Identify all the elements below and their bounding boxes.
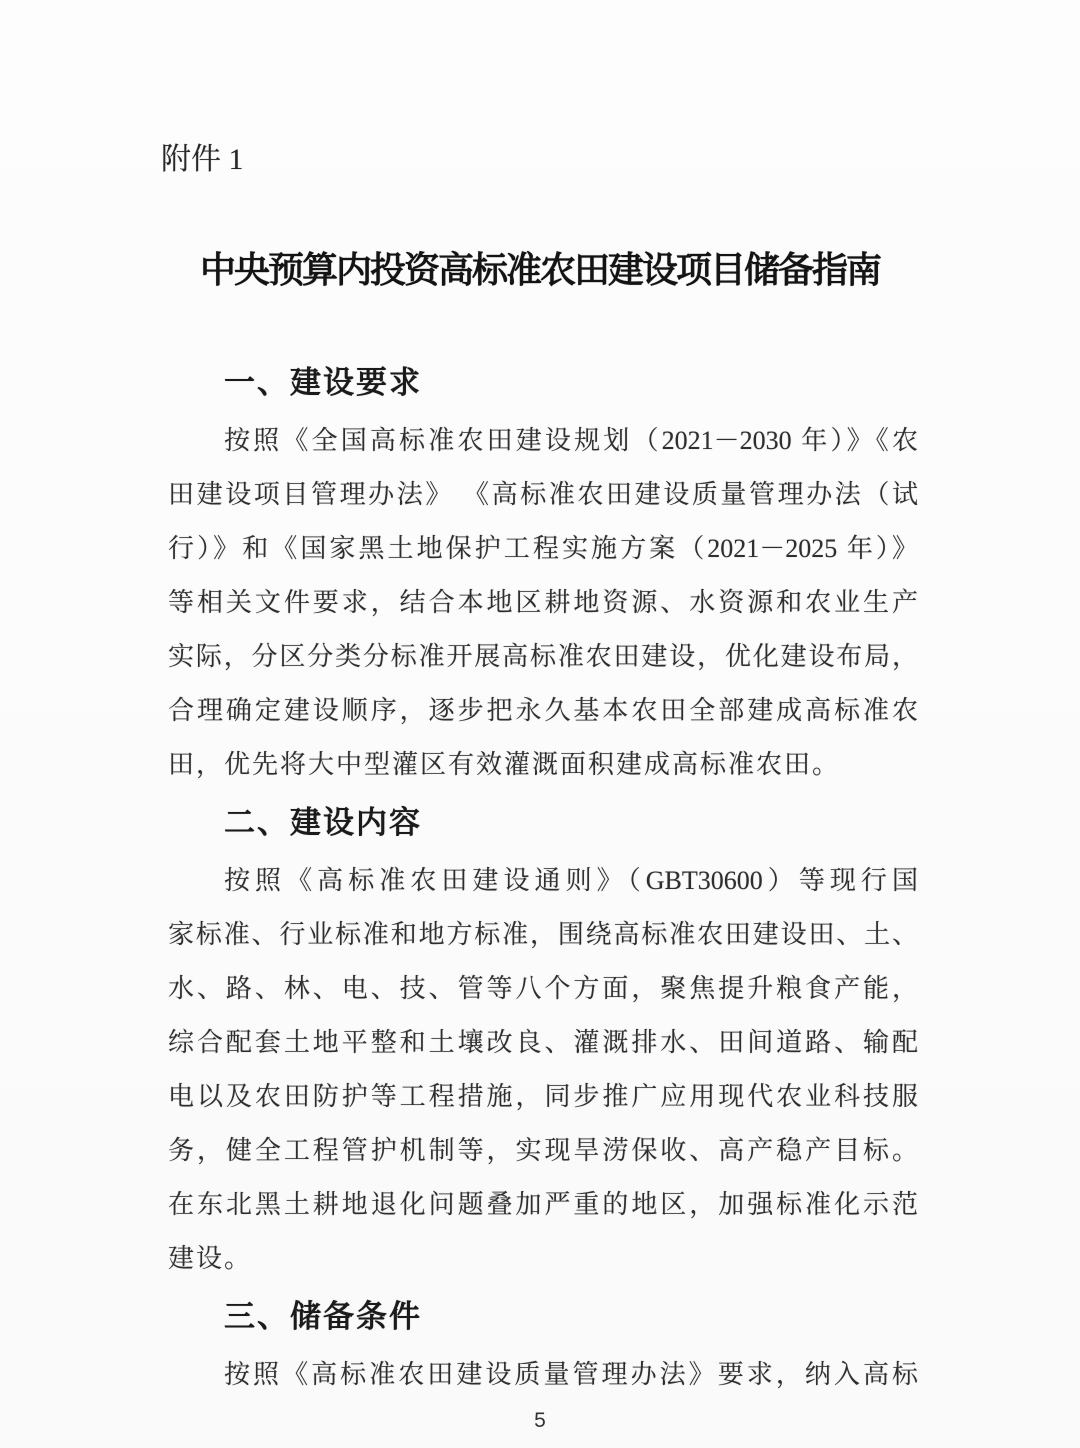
paragraph-line: 田，优先将大中型灌区有效灌溉面积建成高标准农田。: [168, 750, 841, 779]
paragraph-line: 合理确定建设顺序，逐步把永久基本农田全部建成高标准农: [168, 696, 918, 725]
paragraph-line: 建设。: [168, 1244, 253, 1273]
paragraph-line: 在东北黑土耕地退化问题叠加严重的地区，加强标准化示范: [168, 1190, 918, 1219]
paragraph-line: 电以及农田防护等工程措施，同步推广应用现代农业科技服: [168, 1082, 918, 1111]
paragraph-line: 家标准、行业标准和地方标准，围绕高标准农田建设田、土、: [168, 920, 918, 949]
attachment-label: 附件 1: [161, 143, 244, 176]
paragraph-line: 按照《高标准农田建设通则》（GBT30600）等现行国: [224, 866, 918, 895]
page-number: 5: [534, 1409, 546, 1432]
paragraph-line: 按照《全国高标准农田建设规划（2021－2030 年）》《农: [224, 426, 918, 455]
section-heading: 三、储备条件: [224, 1299, 422, 1334]
document-title: 中央预算内投资高标准农田建设项目储备指南: [199, 249, 880, 290]
paragraph-line: 田建设项目管理办法》 《高标准农田建设质量管理办法（试: [168, 480, 918, 509]
paragraph-line: 行）》和《国家黑土地保护工程实施方案（2021－2025 年）》: [168, 534, 918, 563]
paragraph-line: 实际，分区分类分标准开展高标准农田建设，优化建设布局，: [168, 642, 918, 671]
paragraph-line: 综合配套土地平整和土壤改良、灌溉排水、田间道路、输配: [168, 1028, 918, 1057]
paragraph-line: 水、路、林、电、技、管等八个方面，聚焦提升粮食产能，: [168, 974, 918, 1003]
paragraph-line: 务，健全工程管护机制等，实现旱涝保收、高产稳产目标。: [168, 1136, 918, 1165]
document-body: [168, 352, 918, 1402]
paragraph-line: 按照《高标准农田建设质量管理办法》要求，纳入高标: [224, 1360, 918, 1389]
section-heading: 一、建设要求: [224, 365, 422, 400]
section-heading: 二、建设内容: [224, 805, 422, 840]
paragraph-line: 等相关文件要求，结合本地区耕地资源、水资源和农业生产: [168, 588, 918, 617]
